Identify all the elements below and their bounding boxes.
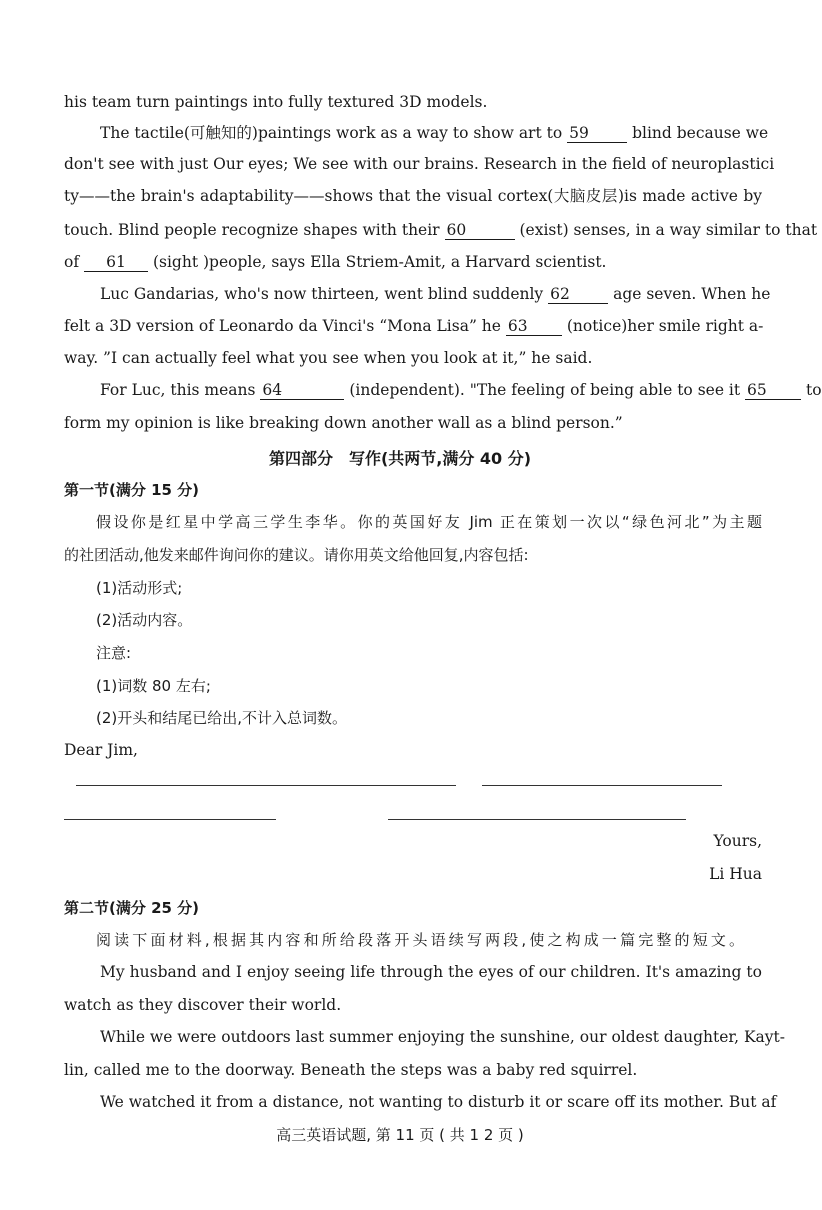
passage-line: touch. Blind people recognize shapes with their 60 (exist) senses, in a way similar to that	[64, 221, 818, 239]
blank-60[interactable]: 60	[445, 221, 515, 240]
writing-line[interactable]	[76, 785, 456, 786]
story-line: My husband and I enjoy seeing life through the eyes of our children. It's amazing to	[100, 963, 762, 981]
passage-line: For Luc, this means 64 (independent). "The feeling of being able to see it 65 to	[100, 381, 822, 399]
section1-note: (1)词数 80 左右;	[96, 677, 211, 695]
letter-closing: Yours,	[713, 832, 762, 850]
part4-title: 第四部分 写作(共两节,满分 40 分)	[268, 449, 532, 468]
blank-63[interactable]: 63	[506, 317, 562, 336]
section1-item: (1)活动形式;	[96, 579, 183, 597]
story-line: We watched it from a distance, not wanting to disturb it or scare off its mother. But af	[100, 1093, 777, 1111]
passage-line: Luc Gandarias, who's now thirteen, went blind suddenly 62 age seven. When he	[100, 285, 771, 303]
writing-line[interactable]	[482, 785, 722, 786]
story-line: While we were outdoors last summer enjoying the sunshine, our oldest daughter, Kayt-	[100, 1028, 785, 1046]
section2-instruction: 阅读下面材料,根据其内容和所给段落开头语续写两段,使之构成一篇完整的短文。	[96, 931, 744, 949]
passage-line: way. ”I can actually feel what you see when you look at it,” he said.	[64, 349, 593, 367]
story-line: watch as they discover their world.	[64, 996, 342, 1014]
section1-note: (2)开头和结尾已给出,不计入总词数。	[96, 709, 348, 727]
passage-line: felt a 3D version of Leonardo da Vinci's “Mona Lisa” he 63 (notice)her smile right a-	[64, 317, 764, 335]
passage-line: of 61 (sight )people, says Ella Striem-Amit, a Harvard scientist.	[64, 253, 607, 271]
writing-line[interactable]	[388, 819, 686, 820]
blank-64[interactable]: 64	[260, 381, 344, 400]
section1-note-label: 注意:	[96, 644, 132, 662]
blank-62[interactable]: 62	[548, 285, 608, 304]
blank-65[interactable]: 65	[745, 381, 801, 400]
passage-line: The tactile(可触知的)paintings work as a way to show art to 59 blind because we	[100, 124, 769, 142]
letter-greeting: Dear Jim,	[64, 741, 138, 759]
passage-line: don't see with just Our eyes; We see with our brains. Research in the field of neuroplastici	[64, 155, 775, 173]
section1-prompt: 的社团活动,他发来邮件询问你的建议。请你用英文给他回复,内容包括:	[64, 546, 529, 564]
section1-prompt: 假设你是红星中学高三学生李华。你的英国好友 Jim 正在策划一次以“绿色河北”为主题	[96, 513, 762, 531]
section1-title: 第一节(满分 15 分)	[64, 481, 200, 499]
writing-line[interactable]	[64, 819, 276, 820]
passage-line: his team turn paintings into fully textured 3D models.	[64, 93, 488, 111]
section2-title: 第二节(满分 25 分)	[64, 899, 200, 917]
section1-item: (2)活动内容。	[96, 611, 193, 629]
story-line: lin, called me to the doorway. Beneath the steps was a baby red squirrel.	[64, 1061, 638, 1079]
letter-signature: Li Hua	[709, 865, 762, 883]
blank-61[interactable]: 61	[84, 253, 148, 272]
page-footer: 高三英语试题, 第 11 页 ( 共 1 2 页 )	[276, 1126, 524, 1144]
passage-line: form my opinion is like breaking down another wall as a blind person.”	[64, 414, 623, 432]
blank-59[interactable]: 59	[567, 124, 627, 143]
passage-line: ty——the brain's adaptability——shows that the visual cortex(大脑皮层)is made active by	[64, 187, 762, 205]
